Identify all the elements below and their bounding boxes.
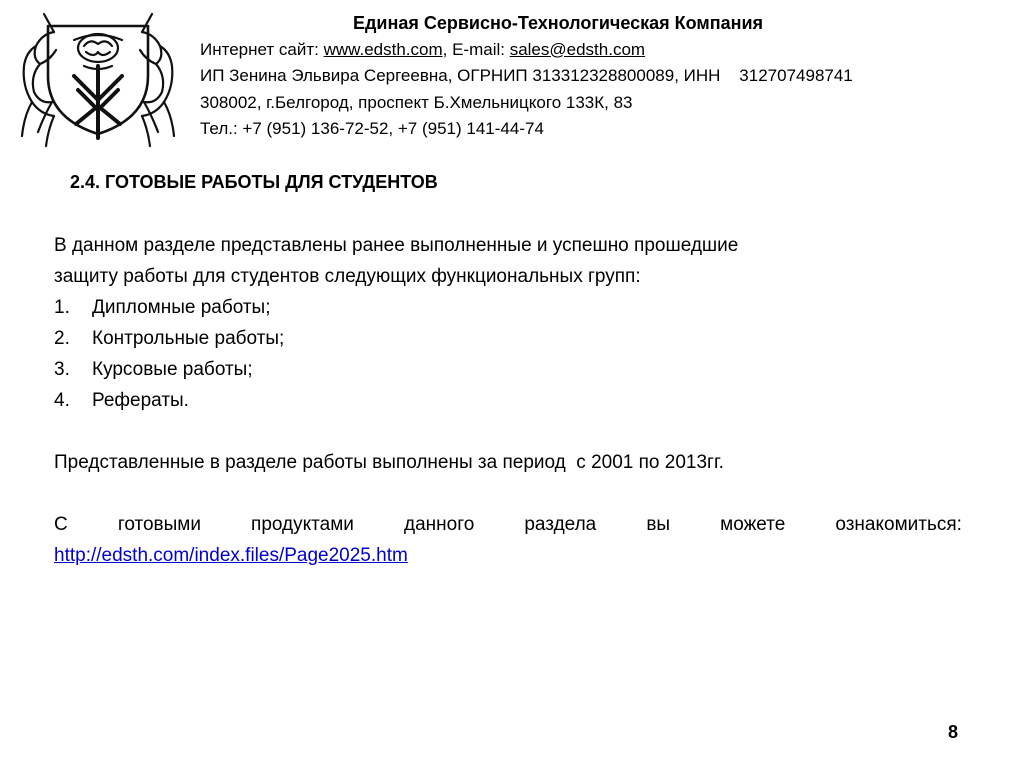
- list-item: [54, 292, 962, 323]
- intro-line-2: защиту работы для студентов следующих функциональных групп:: [54, 266, 641, 287]
- closing-word: вы: [646, 514, 671, 535]
- paragraph-spacer: [54, 416, 962, 447]
- closing-line: [54, 509, 962, 540]
- website-link[interactable]: www.edsth.com: [323, 39, 443, 59]
- work-types-list: [54, 292, 962, 416]
- list-item-number: 3.: [54, 359, 70, 380]
- website-label: Интернет сайт:: [200, 39, 324, 59]
- company-emblem-logo: [14, 6, 182, 154]
- phones-line: Тел.: +7 (951) 136-72-52, +7 (951) 141-44-74: [200, 119, 544, 138]
- company-header: [200, 10, 1000, 143]
- closing-word: раздела: [524, 514, 597, 535]
- list-item-number: 1.: [54, 297, 70, 318]
- list-item-label: Рефераты.: [92, 390, 189, 411]
- company-name: Единая Сервисно-Технологическая Компания: [352, 13, 764, 33]
- catalog-link[interactable]: http://edsth.com/index.files/Page2025.htm: [54, 545, 408, 566]
- list-item-label: Контрольные работы;: [92, 328, 285, 349]
- registration-line: ИП Зенина Эльвира Сергеевна, ОГРНИП 313312328800089, ИНН 312707498741: [200, 66, 853, 85]
- closing-word: С: [54, 514, 68, 535]
- address-line: 308002, г.Белгород, проспект Б.Хмельницкого 133К, 83: [200, 92, 633, 112]
- list-item: [54, 385, 962, 416]
- closing-word: данного: [403, 514, 475, 535]
- email-label: , E-mail:: [442, 39, 510, 59]
- section-title: 2.4. ГОТОВЫЕ РАБОТЫ ДЛЯ СТУДЕНТОВ: [70, 172, 438, 192]
- list-item-number: 2.: [54, 328, 70, 349]
- period-text: Представленные в разделе работы выполнены за период с 2001 по 2013гг.: [54, 452, 724, 473]
- list-item: [54, 354, 962, 385]
- list-item-number: 4.: [54, 390, 70, 411]
- paragraph-spacer: [54, 478, 962, 509]
- closing-word: можете: [720, 514, 786, 535]
- closing-word: готовыми: [117, 514, 201, 535]
- list-item: [54, 323, 962, 354]
- section-content: [54, 230, 962, 571]
- contact-line: [200, 37, 1000, 64]
- list-item-label: Дипломные работы;: [92, 297, 271, 318]
- list-item-label: Курсовые работы;: [92, 359, 253, 380]
- page-number: 8: [948, 722, 959, 742]
- closing-word: ознакомиться:: [835, 514, 962, 535]
- closing-word: продуктами: [251, 514, 354, 535]
- intro-line-1: В данном разделе представлены ранее выполненные и успешно прошедшие: [54, 235, 739, 256]
- email-link[interactable]: sales@edsth.com: [509, 39, 646, 59]
